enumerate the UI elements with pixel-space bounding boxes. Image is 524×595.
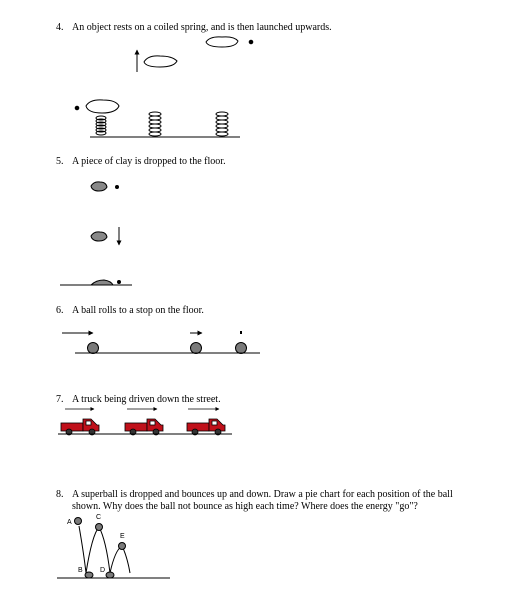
question-text: A ball rolls to a stop on the floor. xyxy=(72,305,204,316)
ball xyxy=(191,343,202,354)
truck xyxy=(61,419,99,435)
truck xyxy=(187,419,225,435)
spring-figure xyxy=(75,37,253,137)
question-number: 6. xyxy=(56,305,64,316)
zero-velocity-mark xyxy=(240,331,242,334)
object-blob xyxy=(86,100,119,113)
motion-dot xyxy=(249,40,253,44)
object-blob xyxy=(144,56,177,67)
clay-figure xyxy=(60,182,132,285)
question-number: 7. xyxy=(56,394,64,405)
label-a: A xyxy=(67,519,72,526)
question-text: A piece of clay is dropped to the floor. xyxy=(72,156,226,167)
ball-position-b xyxy=(85,572,93,578)
motion-dot xyxy=(75,106,79,110)
truck-figure xyxy=(58,409,232,435)
label-d: D xyxy=(100,567,106,574)
question-number: 4. xyxy=(56,22,64,33)
ball xyxy=(88,343,99,354)
spring-coil xyxy=(216,112,228,136)
clay-blob xyxy=(91,182,107,191)
clay-blob xyxy=(91,232,107,241)
ball-position-d xyxy=(106,572,114,578)
label-c: C xyxy=(96,514,102,521)
truck xyxy=(125,419,163,435)
question-text: A truck being driven down the street. xyxy=(72,394,221,405)
label-e: E xyxy=(120,533,125,540)
ball-position-c xyxy=(96,524,103,531)
object-blob xyxy=(206,37,238,47)
spring-coil xyxy=(96,116,106,135)
rolling-ball-figure xyxy=(62,331,260,354)
question-text: An object rests on a coiled spring, and is then launched upwards. xyxy=(72,22,332,33)
question-text-line-1: A superball is dropped and bounces up and down. Draw a pie chart for each position of the ball xyxy=(72,489,453,500)
question-text-line-2: shown. Why does the ball not bounce as high each time? Where does the energy "go"? xyxy=(72,501,418,512)
motion-dot xyxy=(116,186,119,189)
question-number: 5. xyxy=(56,156,64,167)
ball xyxy=(236,343,247,354)
flattened-clay xyxy=(91,280,113,285)
spring-coil xyxy=(149,112,161,136)
motion-dot xyxy=(118,281,121,284)
superball-figure xyxy=(57,518,170,579)
ball-position-a xyxy=(75,518,82,525)
question-number: 8. xyxy=(56,489,64,500)
ball-position-e xyxy=(119,543,126,550)
label-b: B xyxy=(78,567,83,574)
